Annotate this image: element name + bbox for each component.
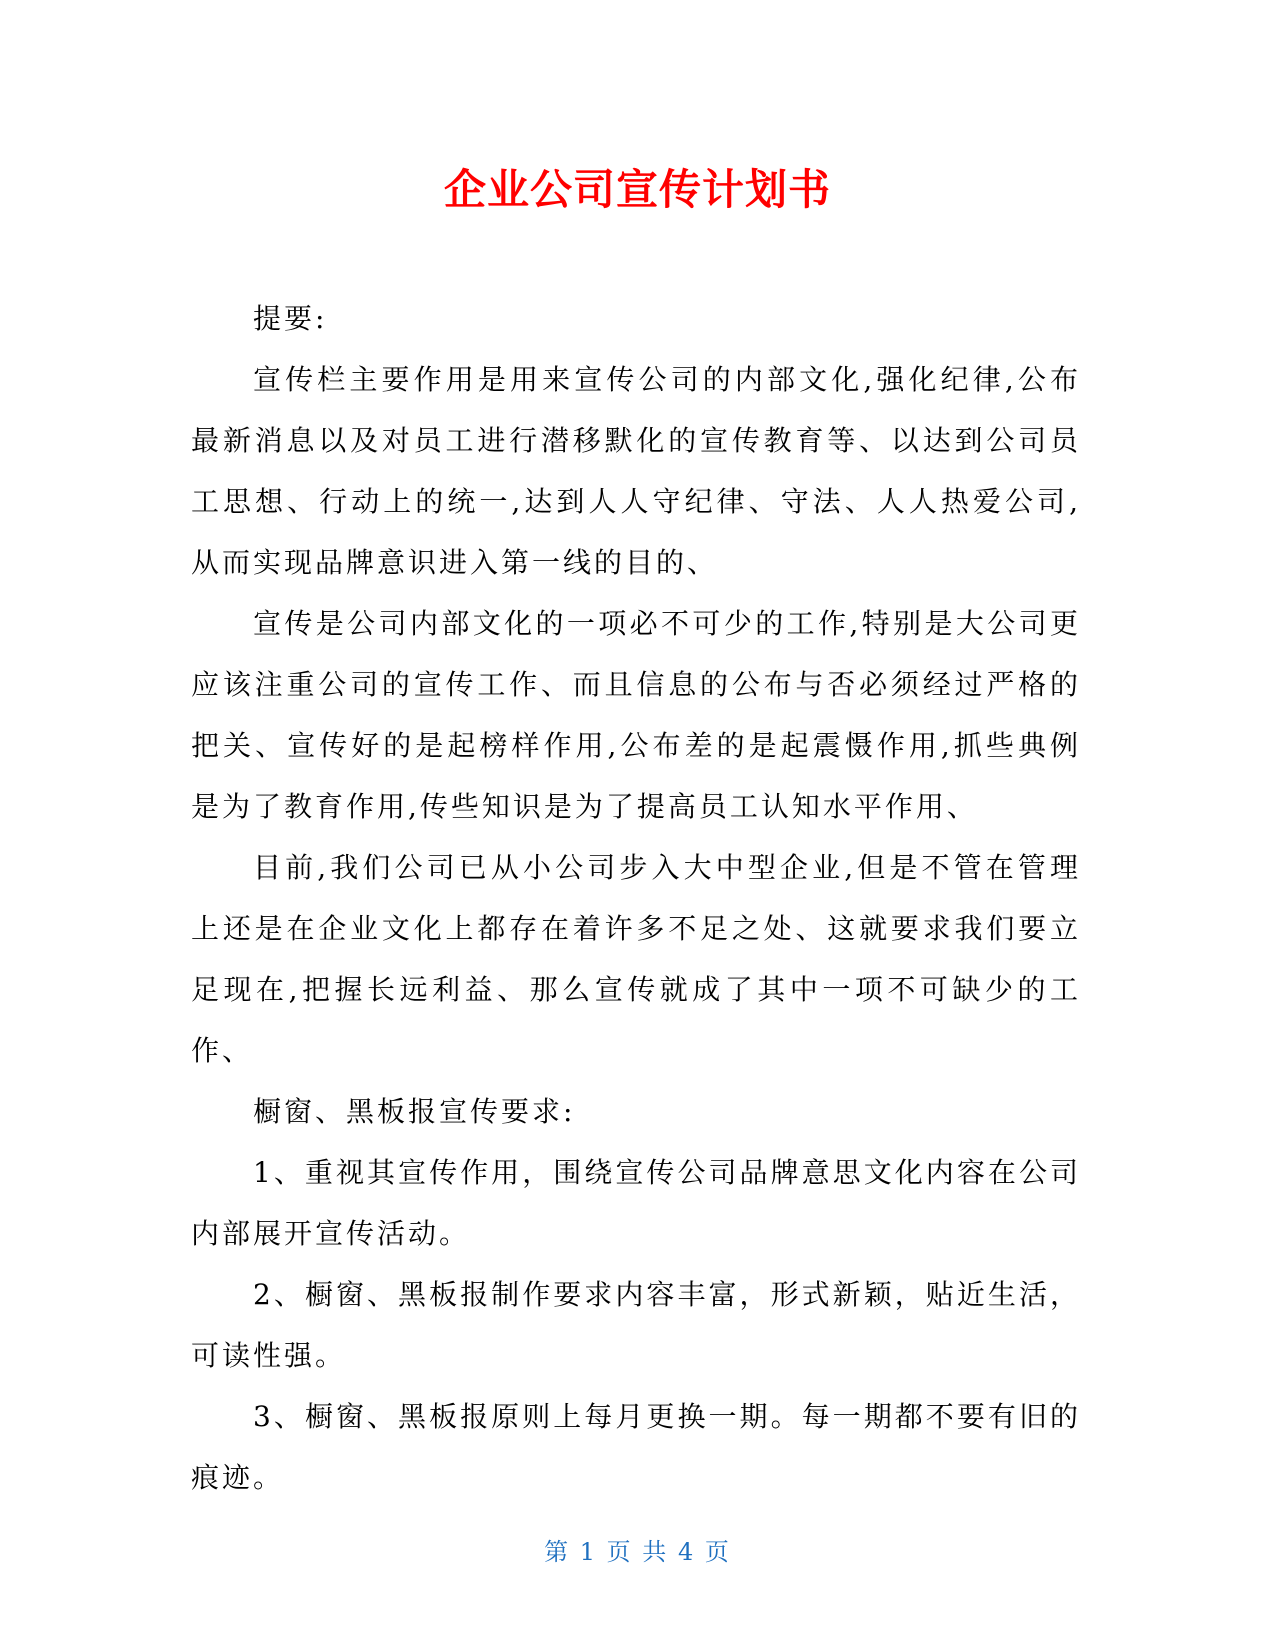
list-item: 2、橱窗、黑板报制作要求内容丰富，形式新颖，贴近生活，可读性强。 <box>191 1278 1081 1372</box>
paragraph-summary-label: 提要: <box>253 302 328 335</box>
document-body <box>191 288 1081 1508</box>
paragraph: 宣传栏主要作用是用来宣传公司的内部文化,强化纪律,公布最新消息以及对员工进行潜移默化的宣传教育等、以达到公司员工思想、行动上的统一,达到人人守纪律、守法、人人热爱公司,从而实现品牌意识进入第一线的目的、 <box>191 363 1081 579</box>
list-item: 1、重视其宣传作用，围绕宣传公司品牌意思文化内容在公司内部展开宣传活动。 <box>191 1156 1081 1250</box>
list-item: 3、橱窗、黑板报原则上每月更换一期。每一期都不要有旧的痕迹。 <box>191 1400 1081 1494</box>
paragraph: 宣传是公司内部文化的一项必不可少的工作,特别是大公司更应该注重公司的宣传工作、而且信息的公布与否必须经过严格的把关、宣传好的是起榜样作用,公布差的是起震慑作用,抓些典例是为了教育作用,传些知识是为了提高员工认知水平作用、 <box>191 607 1081 823</box>
section-heading: 橱窗、黑板报宣传要求: <box>253 1095 576 1128</box>
page-number-footer: 第 1 页 共 4 页 <box>544 1538 731 1566</box>
document-title: 企业公司宣传计划书 <box>443 165 831 214</box>
paragraph: 目前,我们公司已从小公司步入大中型企业,但是不管在管理上还是在企业文化上都存在着许多不足之处、这就要求我们要立足现在,把握长远利益、那么宣传就成了其中一项不可缺少的工作、 <box>191 851 1081 1067</box>
